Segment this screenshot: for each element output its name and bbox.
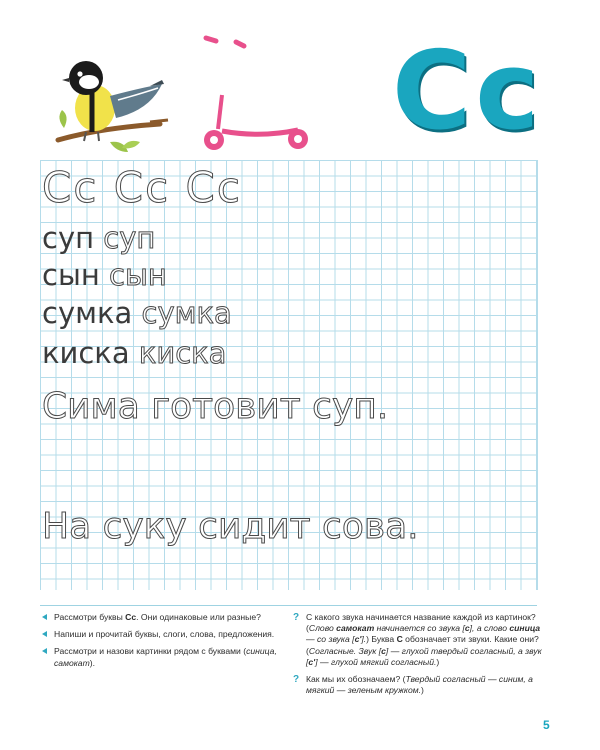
solid-text: сын <box>42 258 100 292</box>
dotted-text: На суку сидит сова. <box>42 506 419 547</box>
instruction-item: Напиши и прочитай буквы, слоги, слова, предложения. <box>54 629 286 640</box>
questions-column <box>293 612 542 702</box>
solid-text: сумка <box>42 296 133 330</box>
copy-line-son <box>42 258 167 292</box>
scooter-image <box>204 38 308 150</box>
question-mark-icon: ? <box>293 674 300 686</box>
titmouse-bird-image <box>58 61 168 152</box>
solid-text: суп <box>42 221 95 255</box>
dotted-text: суп <box>103 221 156 255</box>
divider <box>40 605 537 606</box>
page-number: 5 <box>543 718 550 732</box>
copy-line-sentence-1 <box>42 386 389 427</box>
instruction-item: Рассмотри буквы Cc. Они одинаковые или разные? <box>54 612 286 623</box>
instruction-item: Рассмотри и назови картинки рядом с буквами (синица, самокат). <box>54 646 286 668</box>
dotted-text: Сима готовит суп. <box>42 386 389 427</box>
solid-text: киска <box>42 336 130 370</box>
copy-line-bag <box>42 296 232 330</box>
question-item: ? Как мы их обозначаем? (Твердый согласный — синим, а мягкий — зеленым кружком.) <box>293 674 533 696</box>
triangle-bullet-icon <box>42 631 47 637</box>
copy-line-soup <box>42 221 156 255</box>
copy-line-letters <box>42 163 242 212</box>
dotted-text: сын <box>109 258 167 292</box>
question-mark-icon: ? <box>293 612 300 623</box>
dotted-text: Cc Cc Cc <box>42 163 242 212</box>
instructions-column <box>54 612 286 675</box>
dotted-text: сумка <box>141 296 232 330</box>
triangle-bullet-icon <box>42 648 47 654</box>
copy-line-sentence-2 <box>42 506 419 547</box>
triangle-bullet-icon <box>42 614 47 620</box>
question-item: ? С какого звука начинается название каждой из картинок? (Слово самокат начинается со звука [с], а слово синица — со звука [с'].) Буква С обозначает эти звуки. Какие они? (Согласные. Звук [с] — глухой твердый согласный, а звук [с'] — глухой мягкий согласный.) <box>293 612 542 667</box>
dotted-text: киска <box>138 336 227 370</box>
big-letter-heading: Cc <box>392 29 544 154</box>
copy-line-kitty <box>42 336 227 370</box>
